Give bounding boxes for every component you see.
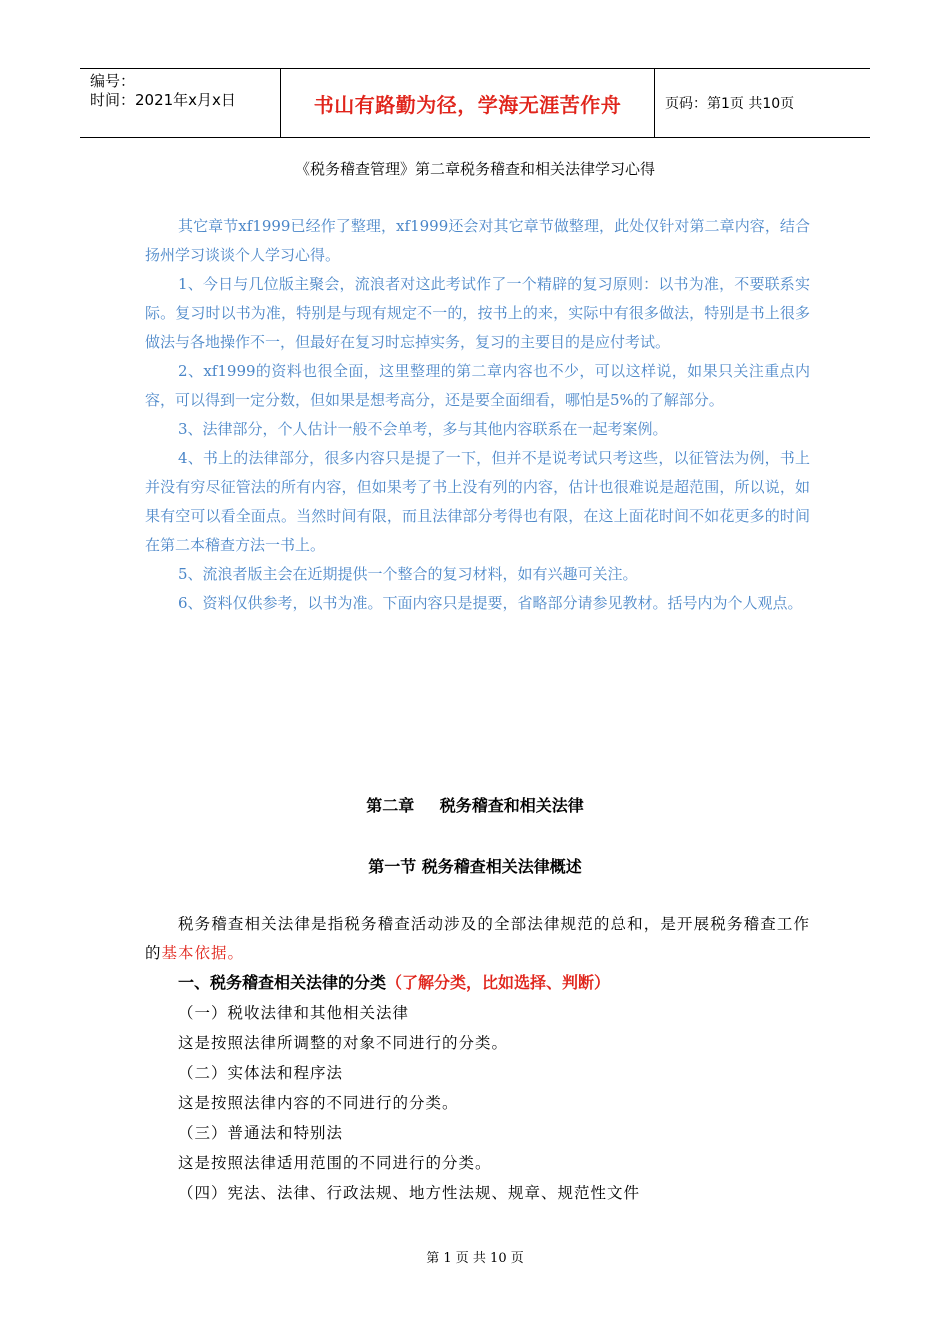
study-notes xyxy=(145,212,810,618)
section-title: 第一节 税务稽查相关法律概述 xyxy=(368,857,582,876)
classification-heading-text: 一、税务稽查相关法律的分类 xyxy=(178,973,387,992)
motto: 书山有路勤为径，学海无涯苦作舟 xyxy=(313,92,622,117)
page-label: 页码：第1页 共10页 xyxy=(665,96,795,112)
definition-highlight: 基本依据。 xyxy=(161,944,245,962)
notes-paragraph: 6、资料仅供参考，以书为准。下面内容只是提要，省略部分请参见教材。括号内为个人观点。 xyxy=(178,594,803,612)
notes-paragraph: 5、流浪者版主会在近期提供一个整合的复习材料，如有兴趣可关注。 xyxy=(178,565,638,583)
notes-paragraph: 1、今日与几位版主聚会，流浪者对这此考试作了一个精辟的复习原则：以书为准，不要联系实际。复习时以书为准，特别是与现有规定不一的，按书上的来，实际中有很多做法，特别是书上很多做法与各地操作不一，但最好在复习时忘掉实务，复习的主要目的是应付考试。 xyxy=(145,275,810,351)
page-footer: 第 1 页 共 10 页 xyxy=(426,1251,524,1266)
chapter-number: 第二章 xyxy=(366,796,415,815)
body-line: （三）普通法和特别法 xyxy=(178,1124,344,1142)
body-line: （四）宪法、法律、行政法规、地方性法规、规章、规范性文件 xyxy=(178,1184,641,1202)
definition-text: 税务稽查相关法律是指税务稽查活动涉及的全部法律规范的总和，是开展税务稽查工作的 xyxy=(145,915,810,962)
classification-heading xyxy=(145,968,810,998)
body-line: 这是按照法律内容的不同进行的分类。 xyxy=(178,1094,459,1112)
chapter-title xyxy=(0,793,950,816)
header-meta xyxy=(80,69,280,137)
header-page-cell xyxy=(655,69,870,137)
classification-note: （了解分类，比如选择、判断） xyxy=(386,973,611,992)
header-motto-cell xyxy=(280,69,655,137)
time-label: 时间：2021年x月x日 xyxy=(90,91,236,109)
body-line: 这是按照法律所调整的对象不同进行的分类。 xyxy=(178,1034,509,1052)
section-body xyxy=(145,910,810,1208)
body-line: （二）实体法和程序法 xyxy=(178,1064,344,1082)
definition-paragraph xyxy=(145,910,810,968)
document-header xyxy=(80,68,870,138)
notes-paragraph: 2、xf1999的资料也很全面，这里整理的第二章内容也不少，可以这样说，如果只关注重点内容，可以得到一定分数，但如果是想考高分，还是要全面细看，哪怕是5%的了解部分。 xyxy=(145,362,810,409)
chapter-name: 税务稽查和相关法律 xyxy=(439,796,584,815)
notes-paragraph: 4、书上的法律部分，很多内容只是提了一下，但并不是说考试只考这些，以征管法为例，书上并没有穷尽征管法的所有内容，但如果考了书上没有列的内容，估计也很难说是超范围，所以说，如果有空可以看全面点。当然时间有限，而且法律部分考得也有限，在这上面花时间不如花更多的时间在第二本稽查方法一书上。 xyxy=(145,449,810,554)
body-line: 这是按照法律适用范围的不同进行的分类。 xyxy=(178,1154,492,1172)
number-label: 编号： xyxy=(90,72,136,90)
document-title: 《税务稽查管理》第二章税务稽查和相关法律学习心得 xyxy=(294,160,655,178)
notes-paragraph: 3、法律部分，个人估计一般不会单考，多与其他内容联系在一起考案例。 xyxy=(178,420,668,438)
body-line: （一）税收法律和其他相关法律 xyxy=(178,1004,410,1022)
notes-paragraph: 其它章节xf1999已经作了整理，xf1999还会对其它章节做整理，此处仅针对第二章内容，结合扬州学习谈谈个人学习心得。 xyxy=(145,217,810,264)
